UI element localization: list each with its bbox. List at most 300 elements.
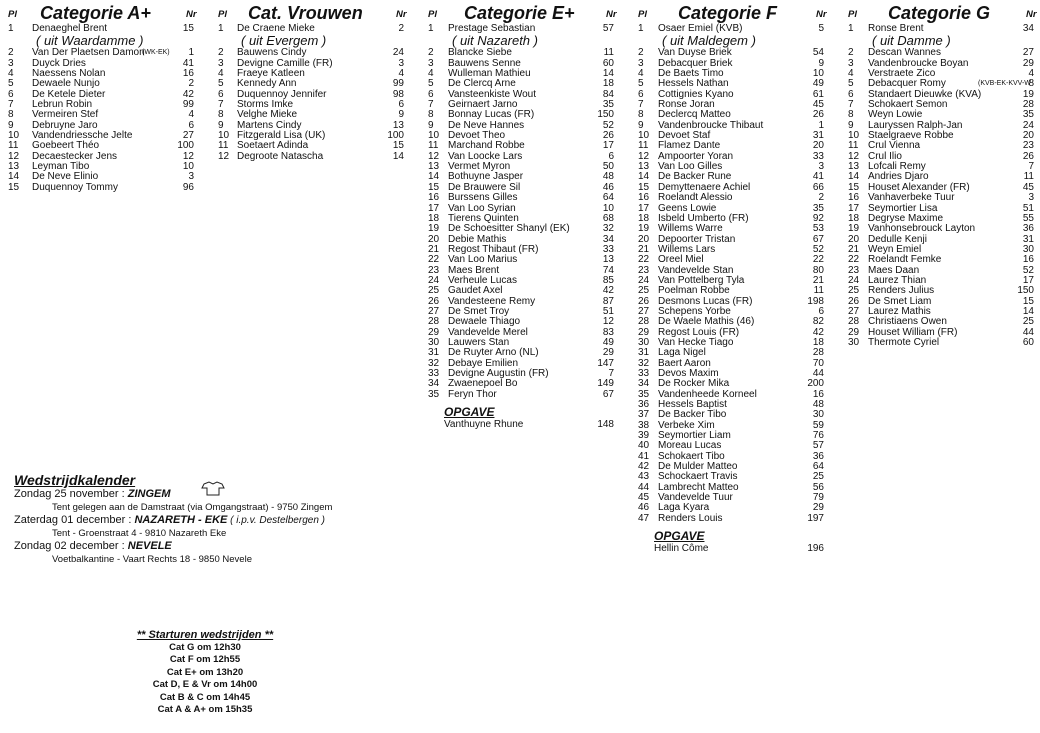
pl-header: Pl — [638, 9, 647, 20]
place: 10 — [218, 130, 230, 142]
opgave-number: 196 — [807, 543, 824, 555]
rider-name: De Backer Tibo — [658, 409, 727, 421]
result-row — [848, 24, 1038, 34]
rider-name: De Clercq Arne — [448, 78, 516, 90]
place: 18 — [638, 212, 650, 224]
rider-number: 198 — [807, 295, 824, 307]
place: 3 — [218, 57, 224, 69]
place: 8 — [428, 109, 434, 121]
rider-number: 52 — [602, 119, 614, 131]
result-row — [638, 193, 828, 203]
rider-number: 16 — [812, 388, 824, 400]
rider-number: 23 — [1022, 140, 1034, 152]
opgave-row — [638, 543, 828, 554]
nr-header: Nr — [396, 9, 407, 20]
rider-number: 4 — [1028, 68, 1034, 80]
rider-name: Vandesteene Remy — [448, 295, 536, 307]
pl-header: Pl — [218, 9, 227, 20]
rider-name: Vermeiren Stef — [32, 109, 99, 121]
rider-name: De Mulder Matteo — [658, 461, 738, 473]
rider-name: Duyck Dries — [32, 57, 86, 69]
result-row — [638, 514, 828, 524]
rider-number: 2 — [818, 192, 824, 204]
place: 15 — [638, 181, 650, 193]
rider-number: 35 — [1022, 109, 1034, 121]
rider-name: Degroote Natascha — [237, 150, 324, 162]
rider-number: 70 — [812, 357, 824, 369]
rider-number: 2 — [398, 23, 404, 34]
event-place: NAZARETH - EKE — [134, 514, 228, 526]
place: 4 — [428, 68, 434, 80]
rider-name: Vanhonsebrouck Layton — [868, 223, 976, 235]
rider-number: 92 — [812, 212, 824, 224]
rider-name: Schokaert Semon — [868, 99, 948, 111]
rider-name: Weyn Emiel — [868, 243, 922, 255]
result-row — [638, 24, 828, 34]
place: 25 — [848, 285, 860, 297]
rider-number: 27 — [182, 130, 194, 142]
rider-name: Desmons Lucas (FR) — [658, 295, 753, 307]
calendar-title: Wedstrijdkalender — [14, 472, 136, 488]
nr-header: Nr — [816, 9, 827, 20]
place: 8 — [638, 109, 644, 121]
place: 6 — [218, 88, 224, 100]
place: 5 — [638, 78, 644, 90]
rider-name: Standaert Dieuwke (KVA) — [868, 88, 982, 100]
place: 21 — [848, 243, 860, 255]
result-row — [218, 152, 408, 162]
jersey-icon — [200, 481, 226, 497]
rider-number: 54 — [812, 47, 824, 59]
place: 19 — [848, 223, 860, 235]
opgave-name: Hellin Côme — [654, 543, 709, 555]
rider-name: Storms Imke — [237, 99, 294, 111]
rider-number: 98 — [392, 88, 404, 100]
rider-number: 51 — [602, 305, 614, 317]
rider-name: Vansteenkiste Wout — [448, 88, 537, 100]
rider-number: 41 — [812, 171, 824, 183]
place: 4 — [8, 68, 14, 80]
rider-name: Denaeghel Brent — [32, 23, 108, 34]
rider-name: Ronse Brent — [868, 23, 924, 34]
rider-name: Devos Maxim — [658, 368, 719, 379]
place: 19 — [428, 223, 440, 235]
place: 16 — [638, 192, 650, 204]
place: 11 — [428, 140, 439, 152]
rider-name: Osaer Emiel (KVB) — [658, 23, 743, 34]
rider-name: Lauwers Stan — [448, 336, 510, 348]
rider-number: 10 — [182, 161, 194, 173]
rider-number: 36 — [1022, 223, 1034, 235]
opgave-label: OPGAVE — [444, 405, 495, 420]
pl-header: Pl — [848, 9, 857, 20]
rider-number: 7 — [608, 368, 614, 379]
rider-number: 21 — [812, 274, 824, 286]
place: 1 — [638, 23, 644, 34]
rider-number: 3 — [398, 57, 404, 69]
wedstrijdkalender — [14, 472, 332, 566]
nr-header: Nr — [606, 9, 617, 20]
start-time-line: Cat D, E & Vr om 14h00 — [152, 679, 258, 691]
rider-name: Hessels Baptist — [658, 399, 727, 411]
rider-number: 197 — [807, 512, 824, 524]
category-vrouwen — [218, 4, 408, 162]
place: 23 — [848, 264, 860, 276]
place: 22 — [848, 254, 860, 266]
rider-number: 49 — [812, 78, 824, 90]
column-header — [638, 4, 828, 24]
winner-origin: ( uit Nazareth ) — [452, 33, 538, 49]
rider-number: 60 — [1022, 336, 1034, 348]
category-a-plus — [8, 4, 198, 193]
rider-number: 100 — [387, 130, 404, 142]
rider-number: 57 — [812, 440, 824, 452]
rider-name: Roelandt Femke — [868, 254, 942, 266]
rider-name: Wulleman Mathieu — [448, 68, 531, 80]
rider-number: 42 — [182, 88, 194, 100]
place: 1 — [428, 23, 434, 34]
place: 12 — [218, 150, 230, 162]
place: 7 — [218, 99, 224, 111]
rider-name: Van Loo Gilles — [658, 161, 723, 173]
event-location: Tent - Groenstraat 4 - 9810 Nazareth Eke — [52, 528, 227, 539]
rider-name: Verstraete Zico — [868, 68, 936, 80]
rider-name: Crul Ilio — [868, 150, 902, 162]
rider-number: 60 — [602, 57, 614, 69]
rider-name: Laga Kyara — [658, 502, 710, 514]
rider-number: 84 — [602, 88, 614, 100]
rider-number: 79 — [812, 492, 824, 504]
rider-number: 59 — [812, 419, 824, 431]
place: 19 — [638, 223, 650, 235]
rider-number: 96 — [182, 181, 194, 193]
place: 9 — [8, 119, 14, 131]
rider-name: Willems Lars — [658, 243, 716, 255]
place: 2 — [638, 47, 644, 59]
category-title: Categorie A+ — [40, 3, 151, 23]
place: 32 — [638, 357, 650, 369]
calendar-event — [14, 514, 332, 527]
rider-name: Schokaert Tibo — [658, 450, 725, 462]
place: 42 — [638, 461, 650, 473]
rider-number: 68 — [602, 212, 614, 224]
rider-number: 150 — [597, 109, 614, 121]
rider-name: Van Der Plaetsen Damon — [32, 47, 145, 59]
rider-name: Schepens Yorbe — [658, 305, 731, 317]
rider-name: Duquennoy Jennifer — [237, 88, 327, 100]
rider-name: Fitzgerald Lisa (UK) — [237, 130, 326, 142]
rider-number: 85 — [602, 274, 614, 286]
rider-number: 48 — [602, 171, 614, 183]
rider-number: 3 — [818, 161, 824, 173]
place: 27 — [848, 305, 860, 317]
rider-number: 33 — [602, 243, 614, 255]
rider-name: Velghe Mieke — [237, 109, 298, 121]
rider-number: 67 — [602, 388, 614, 400]
rider-number: 4 — [188, 109, 194, 121]
place: 18 — [848, 212, 860, 224]
place: 17 — [848, 202, 860, 214]
start-times — [110, 628, 300, 716]
rider-name: Seymortier Liam — [658, 430, 731, 442]
place: 20 — [638, 233, 650, 245]
place: 3 — [848, 57, 854, 69]
result-row — [848, 255, 1038, 265]
column-header — [8, 4, 198, 24]
rider-number: 26 — [602, 130, 614, 142]
rider-number: 20 — [1022, 130, 1034, 142]
rider-number: 35 — [602, 99, 614, 111]
category-f — [638, 4, 828, 554]
place: 6 — [848, 88, 854, 100]
place: 24 — [848, 274, 860, 286]
rider-name: Laurez Thian — [868, 274, 927, 286]
rider-number: 6 — [398, 99, 404, 111]
place: 29 — [428, 326, 440, 338]
place: 17 — [638, 202, 650, 214]
rider-name: Isbeld Umberto (FR) — [658, 212, 749, 224]
opgave-name: Vanthuyne Rhune — [444, 419, 524, 431]
rider-number: 25 — [1022, 316, 1034, 328]
rider-name: Schockaert Travis — [658, 471, 738, 483]
rider-name: Crul Vienna — [868, 140, 921, 152]
rider-number: 19 — [1022, 88, 1034, 100]
rider-number: 26 — [812, 109, 824, 121]
rider-name: Bothuyne Jasper — [448, 171, 524, 183]
rider-number: 22 — [812, 254, 824, 266]
place: 22 — [638, 254, 650, 266]
place: 1 — [8, 23, 14, 34]
place: 34 — [428, 378, 440, 390]
place: 2 — [848, 47, 854, 59]
column-header — [428, 4, 618, 24]
rider-number: 28 — [812, 347, 824, 359]
start-time-line: Cat B & C om 14h45 — [159, 691, 251, 703]
place: 44 — [638, 481, 650, 493]
place: 33 — [428, 368, 440, 379]
rider-number: 14 — [392, 150, 404, 162]
result-row — [8, 183, 198, 193]
place: 12 — [428, 150, 440, 162]
place: 28 — [638, 316, 650, 328]
rider-number: 29 — [602, 347, 614, 359]
place: 13 — [8, 161, 20, 173]
place: 14 — [8, 171, 20, 183]
rider-number: 27 — [1022, 47, 1034, 59]
rider-number: 74 — [602, 264, 614, 276]
rider-name: Degryse Maxime — [868, 212, 944, 224]
rider-name: De Baets Timo — [658, 68, 724, 80]
rider-number: 6 — [608, 150, 614, 162]
event-location: Voetbalkantine - Vaart Rechts 18 - 9850 Nevele — [52, 554, 252, 565]
pl-header: Pl — [428, 9, 437, 20]
rider-name: Debaye Emilien — [448, 357, 519, 369]
winner-origin: ( uit Waardamme ) — [36, 33, 144, 49]
place: 3 — [428, 57, 434, 69]
rider-number: 17 — [1022, 274, 1034, 286]
place: 6 — [8, 88, 14, 100]
rider-number: 15 — [392, 140, 404, 152]
place: 25 — [638, 285, 650, 297]
place: 26 — [638, 295, 650, 307]
rider-number: 87 — [602, 295, 614, 307]
rider-name: Descan Wannes — [868, 47, 941, 59]
place: 38 — [638, 419, 650, 431]
place: 14 — [428, 171, 440, 183]
place: 32 — [428, 357, 440, 369]
rider-number: 150 — [1017, 285, 1034, 297]
rider-name: Geirnaert Jarno — [448, 99, 518, 111]
rider-name: Laurez Mathis — [868, 305, 931, 317]
place: 1 — [218, 23, 224, 34]
nr-header: Nr — [186, 9, 197, 20]
place: 20 — [428, 233, 440, 245]
rider-name: Maes Brent — [448, 264, 500, 276]
rider-name: Leyman Tibo — [32, 161, 90, 173]
category-title: Cat. Vrouwen — [248, 3, 363, 23]
place: 15 — [848, 181, 860, 193]
rider-name: Geens Lowie — [658, 202, 717, 214]
rider-name: De Neve Hannes — [448, 119, 525, 131]
place: 13 — [848, 161, 860, 173]
winner-origin: ( uit Damme ) — [872, 33, 951, 49]
rider-name: Weyn Lowie — [868, 109, 923, 121]
rider-number: 11 — [1023, 171, 1034, 183]
rider-name: Tierens Quinten — [448, 212, 519, 224]
result-row — [428, 24, 618, 34]
result-row — [848, 338, 1038, 348]
rider-number: 14 — [602, 68, 614, 80]
rider-number: 30 — [812, 409, 824, 421]
place: 6 — [638, 88, 644, 100]
place: 7 — [8, 99, 14, 111]
category-e-plus — [428, 4, 618, 430]
rider-number: 52 — [1022, 264, 1034, 276]
place: 11 — [638, 140, 649, 152]
rider-name: Bonnay Lucas (FR) — [448, 109, 535, 121]
place: 40 — [638, 440, 650, 452]
rider-number: 36 — [812, 450, 824, 462]
rider-number: 5 — [818, 23, 824, 34]
rider-name: Verheule Lucas — [448, 274, 517, 286]
rider-name: Devigne Augustin (FR) — [448, 368, 549, 379]
rider-name: De Ruyter Arno (NL) — [448, 347, 539, 359]
event-date: Zondag 25 november : — [14, 488, 128, 500]
place: 21 — [428, 243, 440, 255]
rider-name: Goebeert Théo — [32, 140, 100, 152]
rider-number: 26 — [1022, 150, 1034, 162]
place: 30 — [428, 336, 440, 348]
rider-number: 55 — [1022, 212, 1034, 224]
rider-name: Staelgraeve Robbe — [868, 130, 954, 142]
place: 10 — [848, 130, 860, 142]
rider-name: Regost Louis (FR) — [658, 326, 740, 338]
place: 21 — [638, 243, 650, 255]
place: 6 — [428, 88, 434, 100]
place: 31 — [428, 347, 440, 359]
rider-number: 31 — [1022, 233, 1034, 245]
place: 2 — [218, 47, 224, 59]
rider-number: 100 — [177, 140, 194, 152]
place: 1 — [848, 23, 854, 34]
rider-name: De Ketele Dieter — [32, 88, 106, 100]
rider-name: De Brauwere Sil — [448, 181, 521, 193]
place: 17 — [428, 202, 440, 214]
rider-number: 25 — [812, 471, 824, 483]
rider-name: Feryn Thor — [448, 388, 497, 400]
place: 28 — [428, 316, 440, 328]
rider-name: Lambrecht Matteo — [658, 481, 739, 493]
rider-name: De Rocker Mika — [658, 378, 730, 390]
place: 20 — [848, 233, 860, 245]
place: 5 — [8, 78, 14, 90]
column-header — [848, 4, 1038, 24]
result-row — [8, 24, 198, 34]
place: 8 — [848, 109, 854, 121]
rider-number: 34 — [1022, 23, 1034, 34]
place: 26 — [428, 295, 440, 307]
place: 29 — [638, 326, 650, 338]
rider-name: Houset William (FR) — [868, 326, 958, 338]
rider-name: Ronse Joran — [658, 99, 715, 111]
rider-name: De Smet Liam — [868, 295, 932, 307]
place: 47 — [638, 512, 650, 524]
rider-number: 13 — [602, 254, 614, 266]
rider-number: 57 — [602, 23, 614, 34]
category-title: Categorie E+ — [464, 3, 575, 23]
place: 4 — [218, 68, 224, 80]
rider-number: 44 — [812, 368, 824, 379]
rider-name: Burssens Gilles — [448, 192, 518, 204]
rider-name: Seymortier Lisa — [868, 202, 938, 214]
rider-number: 24 — [392, 47, 404, 59]
rider-number: 32 — [602, 223, 614, 235]
place: 13 — [638, 161, 650, 173]
nr-header: Nr — [1026, 9, 1037, 20]
place: 35 — [428, 388, 440, 400]
rider-number: 29 — [812, 502, 824, 514]
rider-name: Vandendriessche Jelte — [32, 130, 133, 142]
rider-number: 18 — [812, 336, 824, 348]
rider-name: Roelandt Alessio — [658, 192, 733, 204]
rider-name: De Backer Rune — [658, 171, 732, 183]
column-header — [218, 4, 408, 24]
rider-number: 99 — [182, 99, 194, 111]
place: 15 — [8, 181, 20, 193]
rider-name: Gaudet Axel — [448, 285, 503, 297]
rider-name: Duquennoy Tommy — [32, 181, 118, 193]
result-row — [428, 193, 618, 203]
rider-number: 50 — [602, 161, 614, 173]
rider-number: 6 — [818, 305, 824, 317]
place: 23 — [638, 264, 650, 276]
rider-number: 34 — [602, 233, 614, 245]
place: 33 — [638, 368, 650, 379]
rider-number: 35 — [812, 202, 824, 214]
rider-number: 29 — [1022, 57, 1034, 69]
rider-name: Vandenbroucke Boyan — [868, 57, 969, 69]
start-time-line: Cat G om 12h30 — [169, 642, 241, 653]
place: 27 — [638, 305, 650, 317]
rider-number: 42 — [812, 326, 824, 338]
place: 28 — [848, 316, 860, 328]
place: 22 — [428, 254, 440, 266]
result-row — [428, 390, 618, 400]
result-row — [428, 224, 618, 234]
rider-number: 30 — [1022, 243, 1034, 255]
start-time-line: Cat A & A+ om 15h35 — [157, 704, 253, 716]
start-time-line: Cat F om 12h55 — [169, 654, 241, 666]
